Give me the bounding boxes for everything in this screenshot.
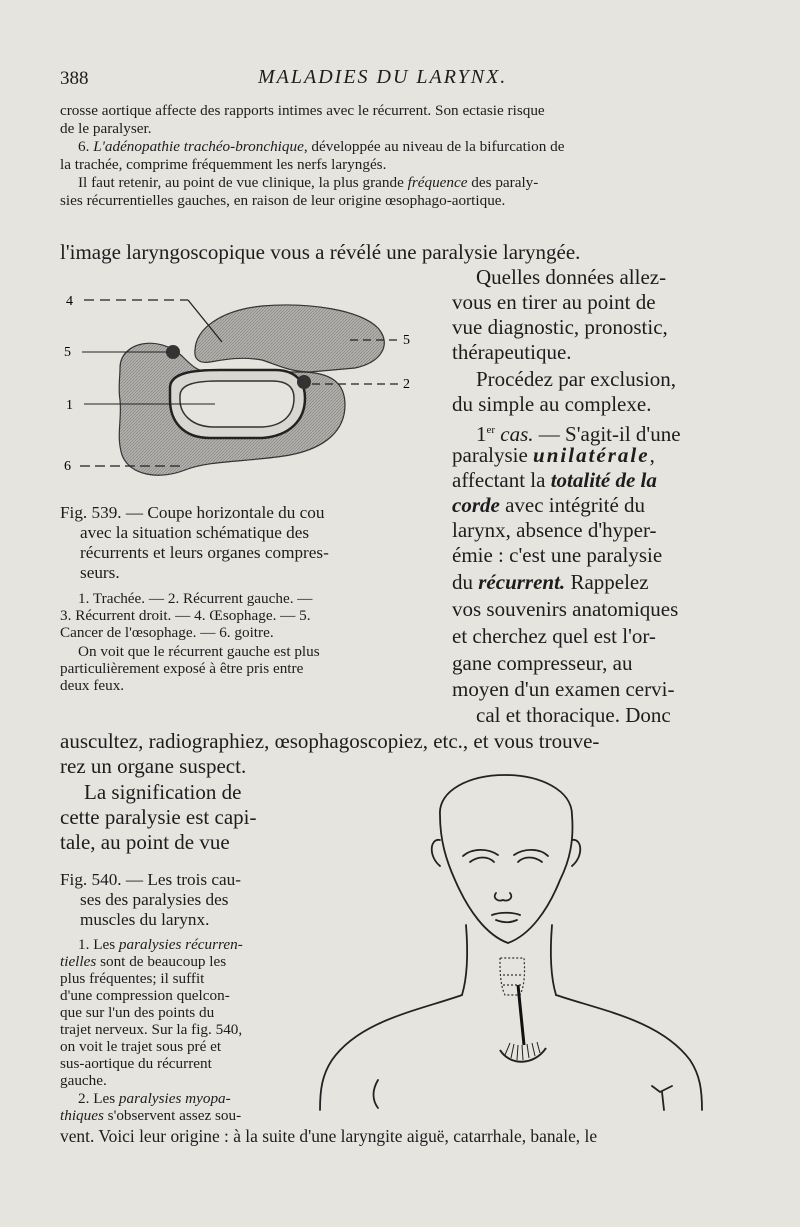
small-text-line: 6. L'adénopathie trachéo-bronchique, développée au niveau de la bifurcation de xyxy=(78,138,565,155)
body-text-line: et cherchez quel est l'or- xyxy=(452,624,656,648)
figure-legend-line: plus fréquentes; il suffit xyxy=(60,970,205,987)
body-text-line: affectant la totalité de la xyxy=(452,468,657,492)
fig539-label: 2 xyxy=(403,377,410,392)
figure-legend-line: deux feux. xyxy=(60,677,125,694)
figure-legend-line: d'une compression quelcon- xyxy=(60,987,230,1004)
body-text-line: corde avec intégrité du xyxy=(452,493,646,517)
figure-caption: récurrents et leurs organes compres- xyxy=(80,543,329,562)
small-text-line: Il faut retenir, au point de vue clinique, la plus grande fréquence des paraly- xyxy=(78,174,539,191)
fig539-label: 1 xyxy=(66,398,73,413)
figure-legend-line: sus-aortique du récurrent xyxy=(60,1055,212,1072)
figure-legend-line: 1. Trachée. — 2. Récurrent gauche. — xyxy=(78,590,313,607)
body-text-line: gane compresseur, au xyxy=(452,651,633,675)
figure-legend-line: que sur l'un des points du xyxy=(60,1004,215,1021)
body-text-line: l'image laryngoscopique vous a révélé une paralysie laryngée. xyxy=(60,240,581,264)
small-text-line: de le paralyser. xyxy=(60,120,152,137)
figure-legend-line: 2. Les paralysies myopa- xyxy=(78,1090,231,1107)
running-title: MALADIES DU LARYNX. xyxy=(258,66,508,88)
figure-caption: muscles du larynx. xyxy=(80,910,210,929)
fig539-label: 6 xyxy=(64,459,71,474)
figure-legend-line: 3. Récurrent droit. — 4. Œsophage. — 5. xyxy=(60,607,311,624)
body-text-line: larynx, absence d'hyper- xyxy=(452,518,657,542)
body-text-line: Quelles données allez- xyxy=(476,265,667,289)
body-text-line: auscultez, radiographiez, œsophagoscopiez, etc., et vous trouve- xyxy=(60,729,600,753)
body-text-line: La signification de xyxy=(84,780,242,804)
body-text-line: rez un organe suspect. xyxy=(60,754,247,778)
figure-legend-line: particulièrement exposé à être pris entre xyxy=(60,660,304,677)
body-text-line: cal et thoracique. Donc xyxy=(476,703,671,727)
body-text-line: cette paralysie est capi- xyxy=(60,805,257,829)
body-text-line: vue diagnostic, pronostic, xyxy=(452,315,668,339)
body-text-line: du récurrent. Rappelez xyxy=(452,570,649,594)
figure-caption: Fig. 539. — Coupe horizontale du cou xyxy=(60,503,325,522)
body-text-line: Procédez par exclusion, xyxy=(476,367,677,391)
figure-legend-line: tielles sont de beaucoup les xyxy=(60,953,227,970)
figure-legend-line: On voit que le récurrent gauche est plus xyxy=(78,643,320,660)
figure-caption: avec la situation schématique des xyxy=(80,523,310,542)
body-text-line: vos souvenirs anatomiques xyxy=(452,597,679,621)
figure-legend-line: thiques s'observent assez sou- xyxy=(60,1107,242,1124)
body-text-line: vent. Voici leur origine : à la suite d'une laryngite aiguë, catarrhale, banale, le xyxy=(60,1126,598,1146)
body-text-line: thérapeutique. xyxy=(452,340,572,364)
figure-caption: Fig. 540. — Les trois cau- xyxy=(60,870,241,889)
small-text-line: crosse aortique affecte des rapports intimes avec le récurrent. Son ectasie risque xyxy=(60,102,545,119)
figure-legend-line: on voit le trajet sous pré et xyxy=(60,1038,222,1055)
body-text-line: du simple au complexe. xyxy=(452,392,652,416)
figure-legend-line: Cancer de l'œsophage. — 6. goitre. xyxy=(60,624,274,641)
body-text-line: vous en tirer au point de xyxy=(452,290,656,314)
figure-legend-line: gauche. xyxy=(60,1072,107,1089)
body-text-line: 1er cas. — S'agit-il d'une xyxy=(476,422,681,446)
small-text-line: la trachée, comprime fréquemment les nerfs laryngés. xyxy=(60,156,387,173)
body-text-line: moyen d'un examen cervi- xyxy=(452,677,675,701)
fig539-label: 5 xyxy=(403,333,410,348)
figure-caption: seurs. xyxy=(80,563,120,582)
figure-caption: ses des paralysies des xyxy=(80,890,229,909)
small-text-line: sies récurrentielles gauches, en raison de leur origine œsophago-aortique. xyxy=(60,192,506,209)
body-text-line: émie : c'est une paralysie xyxy=(452,543,663,567)
body-text-line: paralysie unilatérale, xyxy=(452,443,655,467)
fig539-label: 4 xyxy=(66,294,73,309)
page-number: 388 xyxy=(60,68,89,89)
figure-legend-line: trajet nerveux. Sur la fig. 540, xyxy=(60,1021,243,1038)
fig539-label: 5 xyxy=(64,345,71,360)
figure-legend-line: 1. Les paralysies récurren- xyxy=(78,936,243,953)
body-text-line: tale, au point de vue xyxy=(60,830,230,854)
